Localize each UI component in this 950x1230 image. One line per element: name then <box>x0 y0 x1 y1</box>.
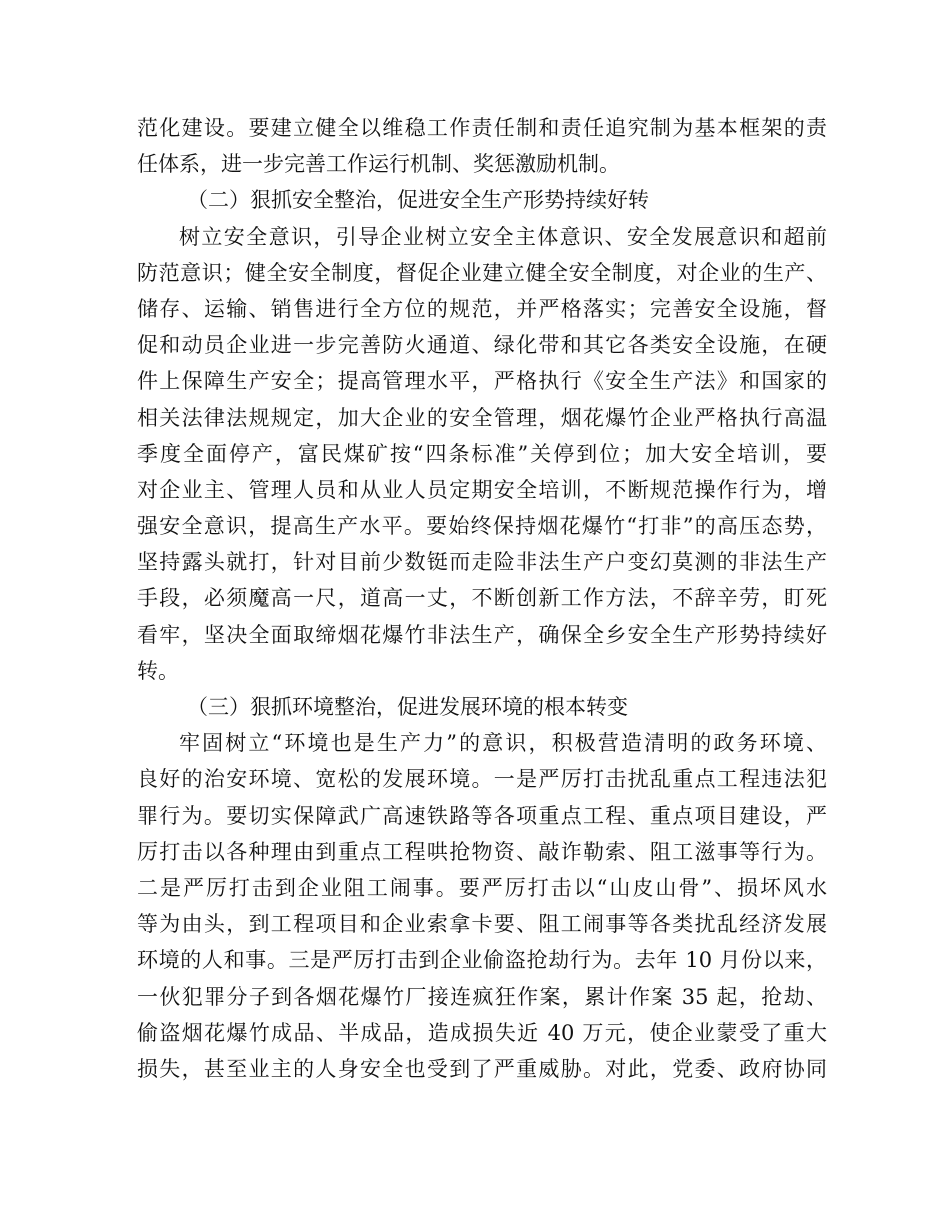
paragraph-line: 促和动员企业进一步完善防火通道、绿化带和其它各类安全设施，在硬 <box>137 333 827 358</box>
paragraph-line: 防范意识；健全安全制度，督促企业建立健全安全制度，对企业的生产、 <box>137 260 827 285</box>
paragraph-line: 转。 <box>137 658 179 683</box>
paragraph-line: 季度全面停产，富民煤矿按“四条标准”关停到位；加大安全培训，要 <box>137 441 827 466</box>
paragraph-line: 对企业主、管理人员和从业人员定期安全培训，不断规范操作行为，增 <box>137 477 827 502</box>
paragraph-line: 坚持露头就打，针对目前少数铤而走险非法生产户变幻莫测的非法生产 <box>137 550 827 575</box>
paragraph-line: 损失，甚至业主的人身安全也受到了严重威胁。对此，党委、政府协同 <box>137 1056 827 1081</box>
paragraph-line: 范化建设。要建立健全以维稳工作责任制和责任追究制为基本框架的责 <box>137 116 827 140</box>
paragraph-line: 牢固树立“环境也是生产力”的意识，积极营造清明的政务环境、 <box>179 731 827 756</box>
paragraph-line: 任体系，进一步完善工作运行机制、奖惩激励机制。 <box>137 152 620 177</box>
paragraph-line: 储存、运输、销售进行全方位的规范，并严格落实；完善安全设施，督 <box>137 296 827 321</box>
section-heading: （三）狠抓环境整治，促进发展环境的根本转变 <box>187 695 628 719</box>
paragraph-line: 手段，必须魔高一尺，道高一丈，不断创新工作方法，不辞辛劳，盯死 <box>137 586 827 611</box>
paragraph-line: 件上保障生产安全；提高管理水平，严格执行《安全生产法》和国家的 <box>137 369 827 394</box>
paragraph-line: 二是严厉打击到企业阻工闹事。要严厉打击以“山皮山骨”、损坏风水 <box>137 875 827 900</box>
paragraph-line: 罪行为。要切实保障武广高速铁路等各项重点工程、重点项目建设，严 <box>137 803 827 828</box>
paragraph-line: 等为由头，到工程项目和企业索拿卡要、阻工闹事等各类扰乱经济发展 <box>137 912 827 937</box>
paragraph-line: 一伙犯罪分子到各烟花爆竹厂接连疯狂作案，累计作案 35 起，抢劫、 <box>137 984 827 1009</box>
paragraph-line: 强安全意识，提高生产水平。要始终保持烟花爆竹“打非”的高压态势， <box>137 514 827 539</box>
paragraph-line: 树立安全意识，引导企业树立安全主体意识、安全发展意识和超前 <box>179 224 827 249</box>
paragraph-line: 厉打击以各种理由到重点工程哄抢物资、敲诈勒索、阻工滋事等行为。 <box>137 839 827 864</box>
paragraph-line: 看牢，坚决全面取缔烟花爆竹非法生产，确保全乡安全生产形势持续好 <box>137 622 827 647</box>
paragraph-line: 偷盗烟花爆竹成品、半成品，造成损失近 40 万元，使企业蒙受了重大 <box>137 1020 827 1045</box>
paragraph-line: 相关法律法规规定，加大企业的安全管理，烟花爆竹企业严格执行高温 <box>137 405 827 430</box>
paragraph-line: 良好的治安环境、宽松的发展环境。一是严厉打击扰乱重点工程违法犯 <box>137 767 827 792</box>
document-body <box>137 110 827 1087</box>
section-heading: （二）狠抓安全整治，促进安全生产形势持续好转 <box>187 188 649 213</box>
paragraph-line: 环境的人和事。三是严厉打击到企业偷盗抢劫行为。去年 10 月份以来， <box>137 948 827 973</box>
